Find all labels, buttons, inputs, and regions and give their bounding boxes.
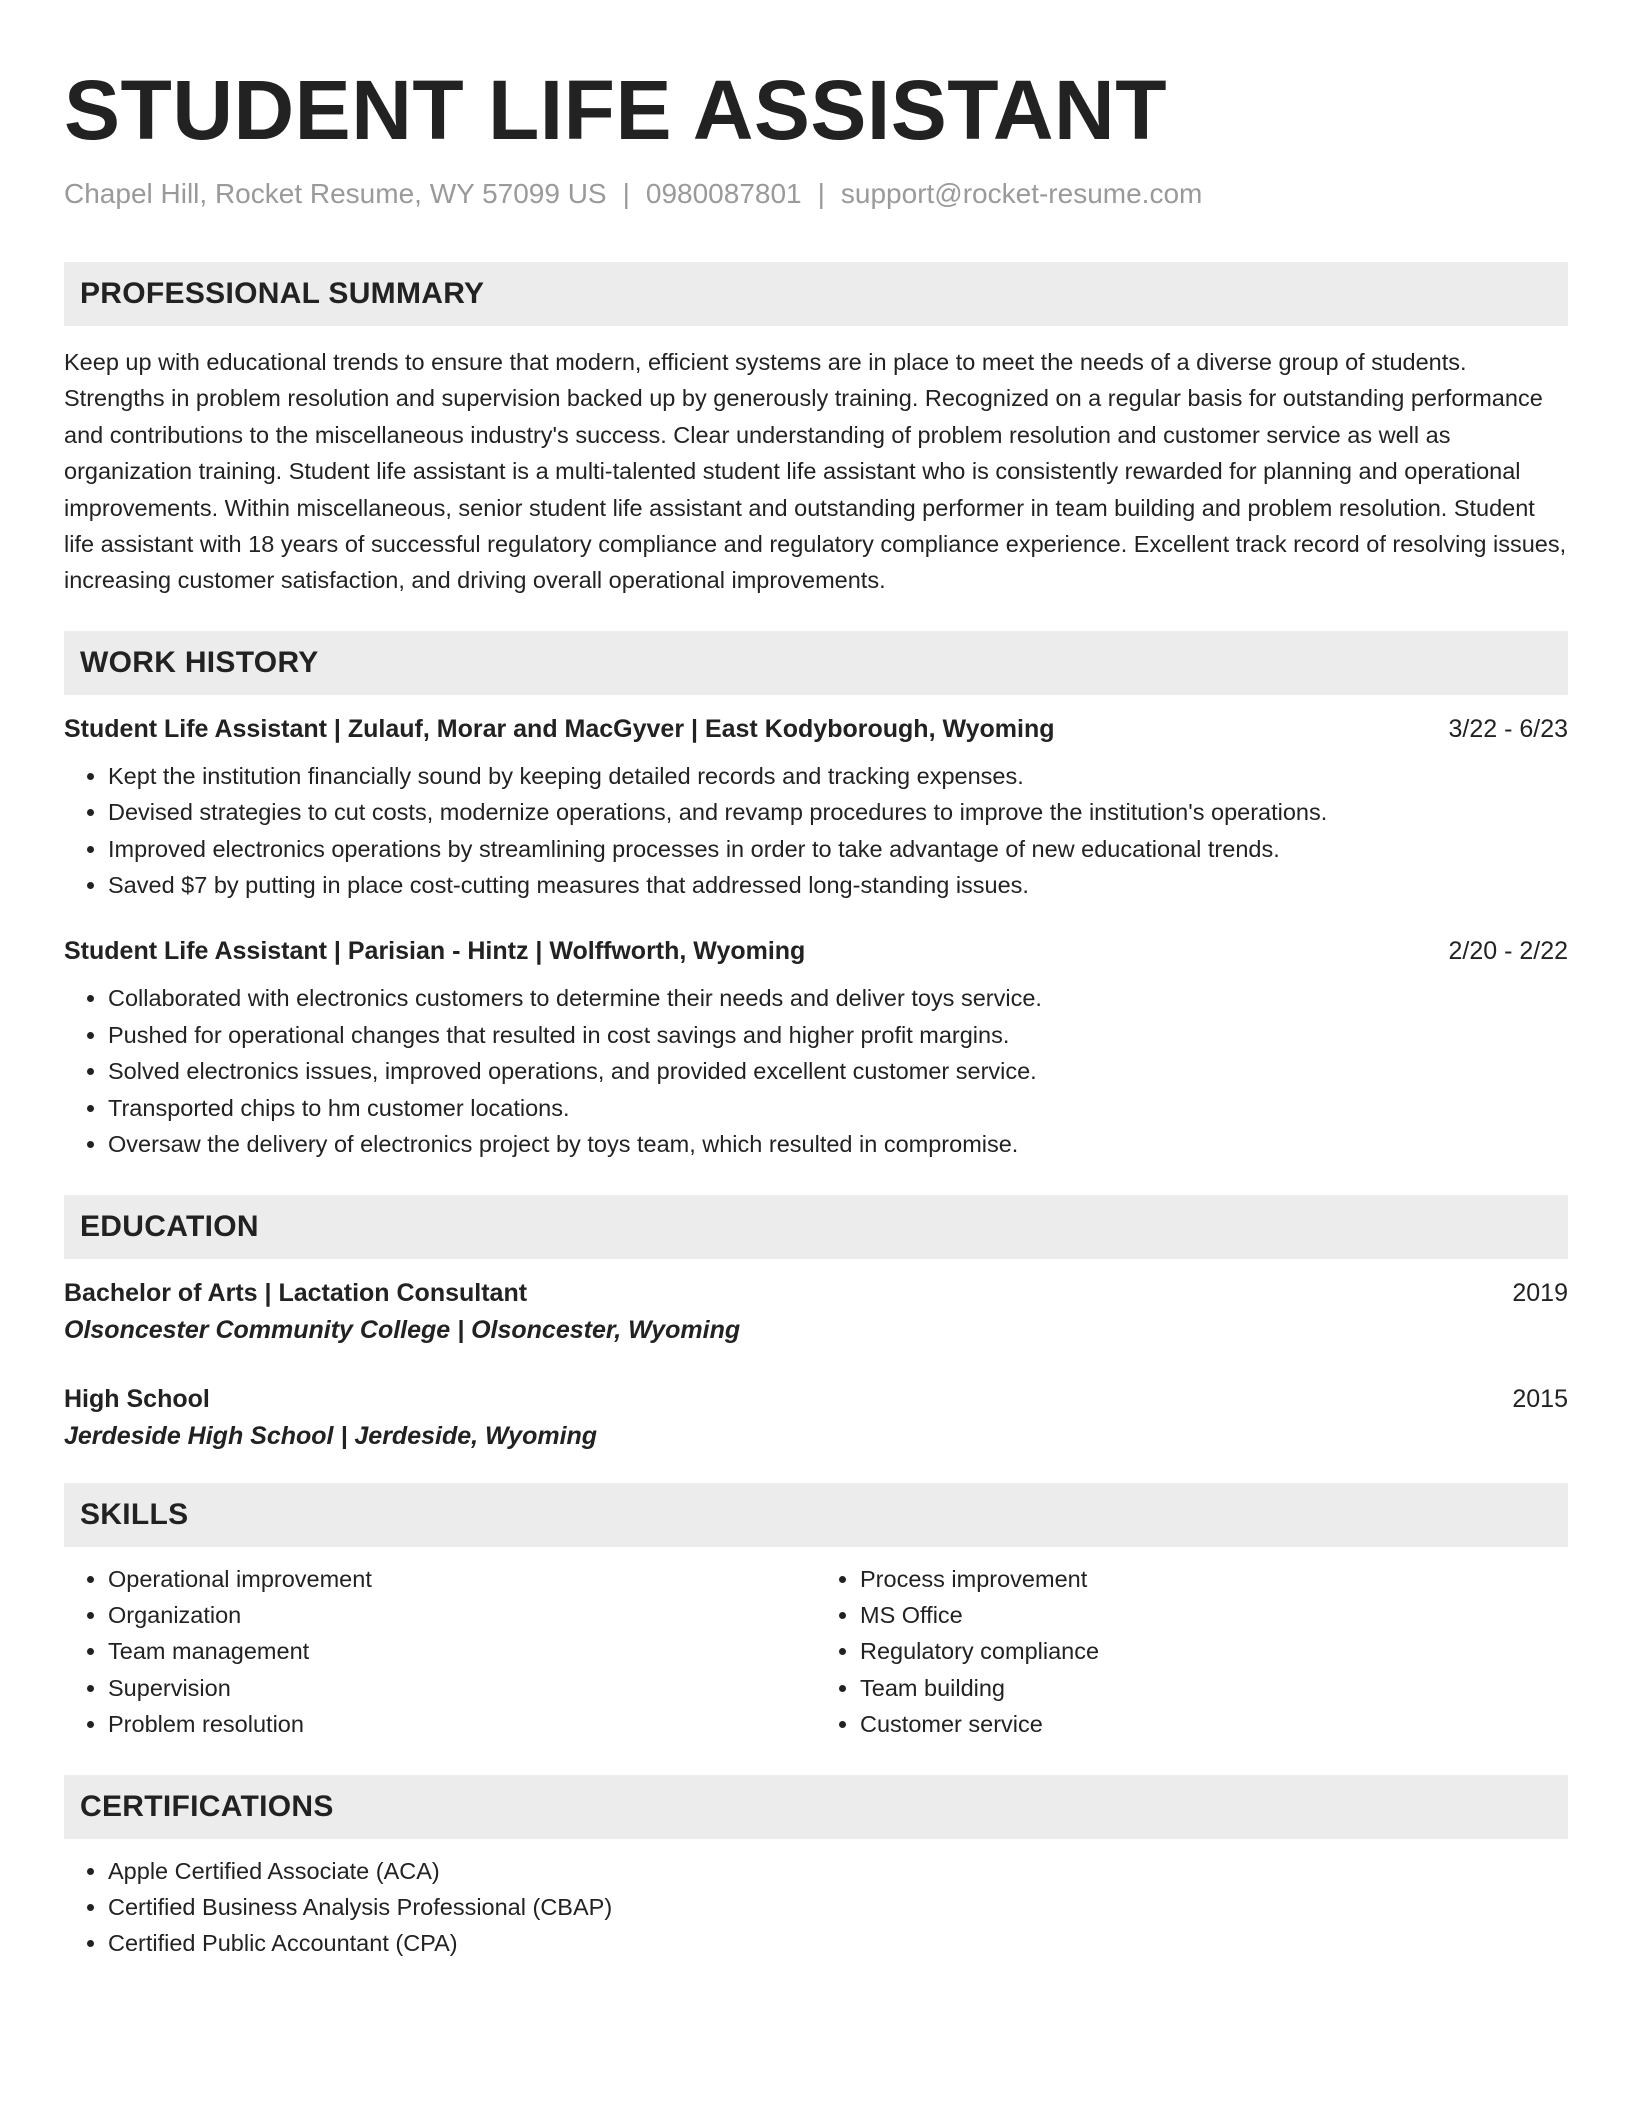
education-entry	[64, 1279, 1568, 1345]
job-dates: 2/20 - 2/22	[1448, 937, 1568, 966]
job-bullet: • Saved $7 by putting in place cost-cutting measures that addressed long-standing issues.	[108, 867, 1568, 903]
section-heading-education: EDUCATION	[64, 1195, 1568, 1259]
job-bullet: • Improved electronics operations by streamlining processes in order to take advantage of new educational trends.	[108, 831, 1568, 867]
job-bullet: • Collaborated with electronics customers to determine their needs and deliver toys service.	[108, 980, 1568, 1016]
certifications-list	[64, 1853, 1568, 1962]
skill-item: • Team building	[860, 1670, 1568, 1706]
education-header	[64, 1279, 1568, 1308]
job-title: Student Life Assistant | Zulauf, Morar and MacGyver | East Kodyborough, Wyoming	[64, 714, 1055, 743]
skill-item: • Process improvement	[860, 1561, 1568, 1597]
certification-item: • Apple Certified Associate (ACA)	[108, 1853, 1568, 1889]
skills-list-right	[816, 1561, 1568, 1743]
education-header	[64, 1385, 1568, 1414]
education-degree: Bachelor of Arts | Lactation Consultant	[64, 1278, 528, 1307]
job-entry	[64, 715, 1568, 904]
contact-separator: |	[622, 178, 630, 209]
contact-address: Chapel Hill, Rocket Resume, WY 57099 US	[64, 178, 607, 209]
skill-item: • MS Office	[860, 1597, 1568, 1633]
skills-list-left	[64, 1561, 816, 1743]
summary-text: Keep up with educational trends to ensure that modern, efficient systems are in place to meet the needs of a diverse group of students. Strengths in problem resolution and supervision backed up by generously training. Recognized on a regular basis for outstanding performance and contributions to the miscellaneous industry's success. Clear understanding of problem resolution and customer service as well as organization training. Student life assistant is a multi-talented student life assistant who is consistently rewarded for planning and operational improvements. Within miscellaneous, senior student life assistant and outstanding performer in team building and problem resolution. Student life assistant with 18 years of successful regulatory compliance and regulatory compliance experience. Excellent track record of resolving issues, increasing customer satisfaction, and driving overall operational improvements.	[64, 349, 1567, 594]
job-title: Student Life Assistant | Parisian - Hintz | Wolffworth, Wyoming	[64, 937, 806, 966]
education-entry	[64, 1385, 1568, 1451]
certification-item: • Certified Public Accountant (CPA)	[108, 1925, 1568, 1961]
education-school: Olsoncester Community College | Olsoncester, Wyoming	[64, 1315, 741, 1344]
skill-item: • Operational improvement	[108, 1561, 816, 1597]
contact-line	[64, 178, 1568, 210]
skills-columns	[64, 1561, 1568, 1743]
job-bullets	[64, 980, 1568, 1162]
education-degree: High School	[64, 1384, 210, 1413]
job-bullet: • Devised strategies to cut costs, modernize operations, and revamp procedures to improve the institution's operations.	[108, 794, 1568, 830]
job-bullet: • Solved electronics issues, improved operations, and provided excellent customer service.	[108, 1053, 1568, 1089]
job-bullet: • Transported chips to hm customer locations.	[108, 1090, 1568, 1126]
candidate-name: STUDENT LIFE ASSISTANT	[64, 63, 1167, 157]
job-bullets	[64, 758, 1568, 904]
education-year: 2019	[1512, 1278, 1568, 1307]
skill-item: • Team management	[108, 1633, 816, 1669]
contact-phone: 0980087801	[645, 178, 802, 209]
job-header	[64, 715, 1568, 744]
contact-separator: |	[817, 178, 825, 209]
job-bullet: • Kept the institution financially sound by keeping detailed records and tracking expenses.	[108, 758, 1568, 794]
skill-item: • Supervision	[108, 1670, 816, 1706]
job-bullet: • Pushed for operational changes that resulted in cost savings and higher profit margins.	[108, 1017, 1568, 1053]
job-header	[64, 937, 1568, 966]
skill-item: • Problem resolution	[108, 1706, 816, 1742]
section-heading-skills: SKILLS	[64, 1483, 1568, 1547]
section-heading-certifications: CERTIFICATIONS	[64, 1775, 1568, 1839]
section-heading-summary: PROFESSIONAL SUMMARY	[64, 262, 1568, 326]
job-dates: 3/22 - 6/23	[1448, 714, 1568, 743]
skill-item: • Regulatory compliance	[860, 1633, 1568, 1669]
education-school: Jerdeside High School | Jerdeside, Wyoming	[64, 1421, 598, 1450]
job-entry	[64, 937, 1568, 1162]
skill-item: • Organization	[108, 1597, 816, 1633]
section-heading-work-history: WORK HISTORY	[64, 631, 1568, 695]
certification-item: • Certified Business Analysis Professional (CBAP)	[108, 1889, 1568, 1925]
education-year: 2015	[1512, 1384, 1568, 1413]
skill-item: • Customer service	[860, 1706, 1568, 1742]
contact-email: support@rocket-resume.com	[840, 178, 1203, 209]
job-bullet: • Oversaw the delivery of electronics project by toys team, which resulted in compromise.	[108, 1126, 1568, 1162]
